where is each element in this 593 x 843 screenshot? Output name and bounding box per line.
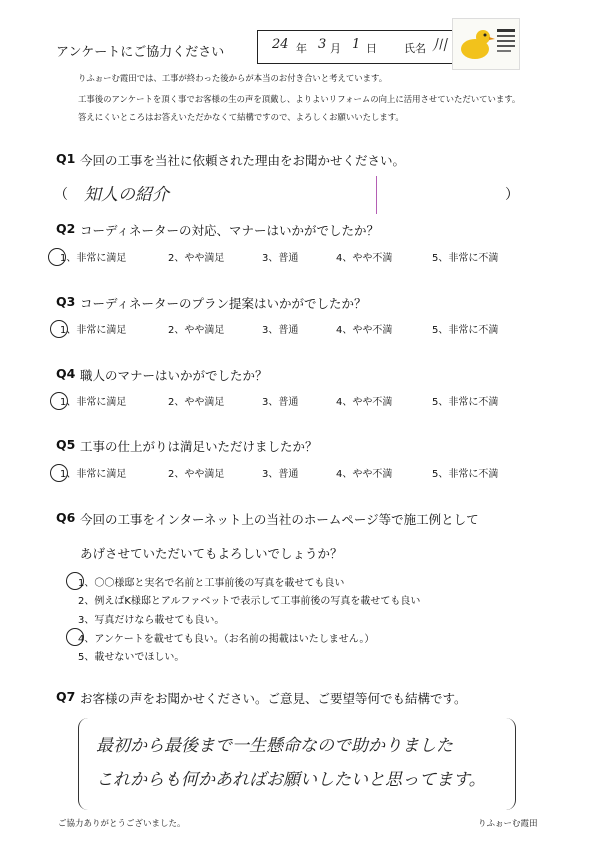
q7-answer-line-2: これからも何かあればお願いしたいと思ってます。 bbox=[96, 770, 486, 790]
q5-number: Q5 bbox=[56, 437, 76, 452]
q3-option-4[interactable]: 4、やや不満 bbox=[336, 325, 393, 336]
q5-text: 工事の仕上がりは満足いただけましたか？ bbox=[80, 439, 318, 454]
survey-title: アンケートにご協力ください bbox=[56, 45, 225, 60]
q1-number: Q1 bbox=[56, 151, 76, 166]
intro-line-1: りふぉーむ霞田では、工事が終わった後からが本当のお付き合いと考えています。 bbox=[78, 73, 388, 83]
q3-number: Q3 bbox=[56, 294, 76, 309]
q3-option-3[interactable]: 3、普通 bbox=[262, 325, 299, 336]
pen-mark bbox=[376, 176, 377, 214]
intro-line-2: 工事後のアンケートを頂く事でお客様の生の声を頂戴し、よりよいリフォームの向上に活用させていただいています。 bbox=[78, 94, 521, 104]
q6-option-4[interactable]: 4、アンケートを載せても良い。（お名前の掲載はいたしません。） bbox=[78, 634, 375, 645]
q6-option-3[interactable]: 3、写真だけなら載せても良い。 bbox=[78, 615, 225, 626]
q6-number: Q6 bbox=[56, 510, 76, 525]
q3-option-1[interactable]: 1、非常に満足 bbox=[60, 325, 127, 336]
q2-number: Q2 bbox=[56, 221, 76, 236]
q2-option-4[interactable]: 4、やや不満 bbox=[336, 253, 393, 264]
name-value: 川 bbox=[432, 36, 448, 54]
q3-option-5[interactable]: 5、非常に不満 bbox=[432, 325, 499, 336]
q6-text-line-1: 今回の工事をインターネット上の当社のホームページ等で施工例として bbox=[80, 512, 479, 527]
name-label: 氏名 bbox=[404, 42, 426, 55]
q5-option-2[interactable]: 2、やや満足 bbox=[168, 469, 225, 480]
q5-option-3[interactable]: 3、普通 bbox=[262, 469, 299, 480]
q4-option-4[interactable]: 4、やや不満 bbox=[336, 397, 393, 408]
q4-option-5[interactable]: 5、非常に不満 bbox=[432, 397, 499, 408]
q2-option-1[interactable]: 1、非常に満足 bbox=[60, 253, 127, 264]
intro-line-3: 答えにくいところはお答えいただかなくて結構ですので、よろしくお願いいたします。 bbox=[78, 112, 404, 122]
bird-logo-icon bbox=[453, 19, 519, 69]
q7-answer-line-1: 最初から最後まで一生懸命なので助かりました bbox=[96, 736, 453, 756]
footer-thanks: ご協力ありがとうございました。 bbox=[58, 819, 186, 829]
q5-option-4[interactable]: 4、やや不満 bbox=[336, 469, 393, 480]
q4-option-3[interactable]: 3、普通 bbox=[262, 397, 299, 408]
q1-paren-open: （ bbox=[54, 187, 68, 203]
q6-option-1[interactable]: 1、〇〇様邸と実名で名前と工事前後の写真を載せても良い bbox=[78, 578, 345, 589]
q2-option-3[interactable]: 3、普通 bbox=[262, 253, 299, 264]
q4-option-1[interactable]: 1、非常に満足 bbox=[60, 397, 127, 408]
date-day-value: 1 bbox=[352, 37, 361, 52]
q4-text: 職人のマナーはいかがでしたか？ bbox=[80, 368, 268, 383]
q6-option-2[interactable]: 2、例えばK様邸とアルファベットで表示して工事前後の写真を載せても良い bbox=[78, 596, 421, 607]
company-logo bbox=[452, 18, 520, 70]
footer-company: りふぉーむ霞田 bbox=[478, 819, 538, 829]
q2-text: コーディネーターの対応、マナーはいかがでしたか？ bbox=[80, 223, 380, 238]
q5-option-1[interactable]: 1、非常に満足 bbox=[60, 469, 127, 480]
date-month-label: 月 bbox=[330, 42, 341, 55]
q1-text: 今回の工事を当社に依頼された理由をお聞かせください。 bbox=[80, 153, 406, 168]
q3-text: コーディネーターのプラン提案はいかがでしたか？ bbox=[80, 296, 367, 311]
q3-option-2[interactable]: 2、やや満足 bbox=[168, 325, 225, 336]
date-year-label: 年 bbox=[296, 42, 307, 55]
q7-text: お客様の声をお聞かせください。ご意見、ご要望等何でも結構です。 bbox=[80, 691, 467, 706]
date-year-value: 24 bbox=[272, 37, 289, 52]
q1-answer: 知人の紹介 bbox=[84, 185, 169, 205]
q5-option-5[interactable]: 5、非常に不満 bbox=[432, 469, 499, 480]
q4-option-2[interactable]: 2、やや満足 bbox=[168, 397, 225, 408]
q6-text-line-2: あげさせていただいてもよろしいでしょうか？ bbox=[80, 546, 343, 561]
q7-number: Q7 bbox=[56, 689, 76, 704]
q2-option-2[interactable]: 2、やや満足 bbox=[168, 253, 225, 264]
date-day-label: 日 bbox=[366, 42, 377, 55]
q4-number: Q4 bbox=[56, 366, 76, 381]
q2-option-5[interactable]: 5、非常に不満 bbox=[432, 253, 499, 264]
q1-paren-close: ） bbox=[505, 187, 519, 203]
q6-option-5[interactable]: 5、載せないでほしい。 bbox=[78, 652, 185, 663]
date-month-value: 3 bbox=[318, 37, 327, 52]
